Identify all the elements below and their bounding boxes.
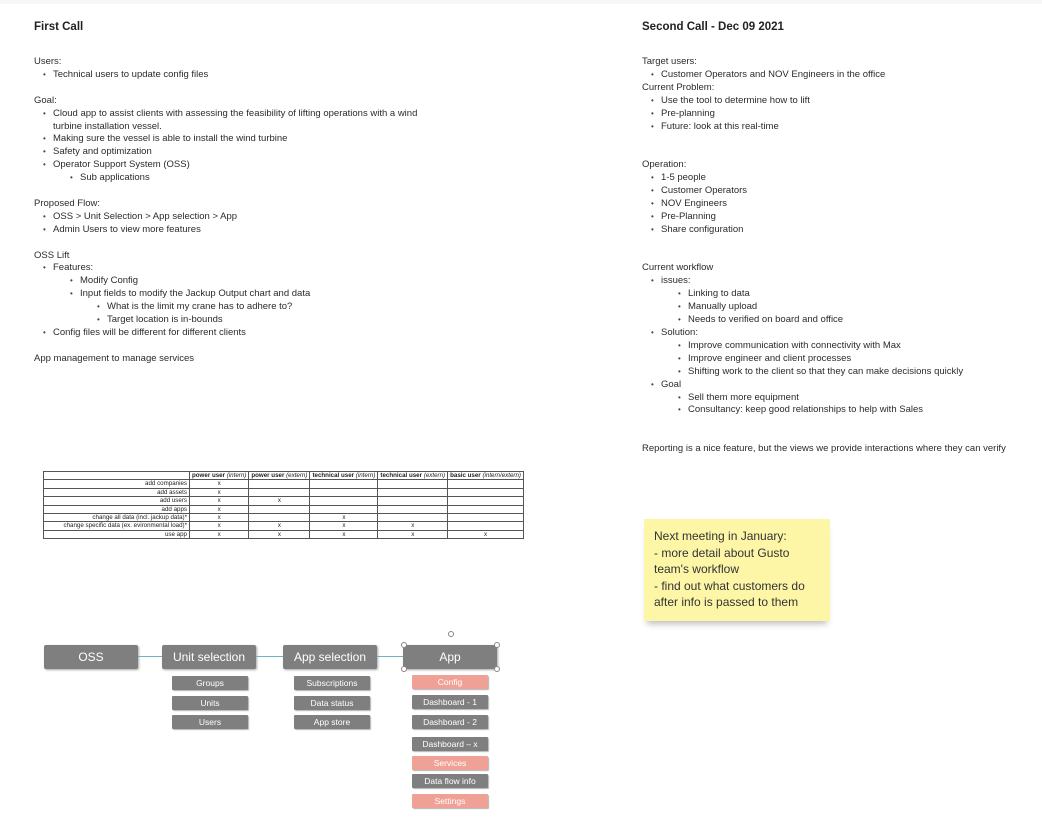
app-child-box-highlighted[interactable]: Config xyxy=(412,675,488,689)
table-cell xyxy=(378,497,448,505)
selection-handle[interactable] xyxy=(401,642,407,648)
unit-child-box[interactable]: Groups xyxy=(172,676,248,690)
table-row xyxy=(44,497,524,505)
issue-item: • Manually upload xyxy=(642,301,1032,314)
operation-heading: Operation: xyxy=(642,159,687,171)
flow-arrow xyxy=(138,656,162,657)
top-bar xyxy=(0,0,1042,4)
app-selection-child-box[interactable]: App store xyxy=(294,715,370,729)
second-call-title: Second Call - Dec 09 2021 xyxy=(642,21,784,33)
sticky-note-line: team's workflow xyxy=(654,562,739,576)
table-cell xyxy=(378,488,448,496)
goal-item: • Safety and optimization xyxy=(34,146,454,159)
users-item: • Technical users to update config files xyxy=(34,69,454,82)
app-box[interactable]: App xyxy=(403,645,497,669)
table-row xyxy=(44,488,524,496)
sticky-note-line: Next meeting in January: xyxy=(654,529,787,543)
problem-item: • Future: look at this real-time xyxy=(642,121,1032,134)
table-header-row xyxy=(44,472,524,480)
table-cell: x xyxy=(310,514,378,522)
lift-feature-item: • Input fields to modify the Jackup Output chart and data xyxy=(34,288,454,301)
target-users-heading: Target users: xyxy=(642,56,697,67)
table-cell: x xyxy=(249,497,310,505)
operation-item: • Share configuration xyxy=(642,224,1032,237)
table-header: technical user (intern) xyxy=(310,472,378,480)
current-workflow-heading: Current workflow xyxy=(642,262,714,274)
sticky-note-line: - find out what customers do xyxy=(654,578,805,593)
goal-item-continued: turbine installation vessel. xyxy=(53,120,162,132)
problem-item: • Use the tool to determine how to lift xyxy=(642,95,1032,108)
table-cell: x xyxy=(190,480,249,488)
goal-heading: Goal: xyxy=(34,94,57,106)
table-cell xyxy=(448,497,524,505)
lift-feature-sub-item: • Target location is in-bounds xyxy=(34,314,454,327)
table-cell xyxy=(448,505,524,513)
oss-box[interactable]: OSS xyxy=(44,645,138,669)
unit-child-box[interactable]: Units xyxy=(172,696,248,710)
first-call-title: First Call xyxy=(34,21,84,33)
lift-feature-item: • Modify Config xyxy=(34,275,454,288)
table-row xyxy=(44,514,524,522)
issue-item: • Linking to data xyxy=(642,288,1032,301)
lift-item: • Config files will be different for different clients xyxy=(34,327,454,340)
row-label: add companies xyxy=(44,480,190,488)
table-row xyxy=(44,530,524,538)
table-cell xyxy=(378,480,448,488)
unit-child-box[interactable]: Users xyxy=(172,715,248,729)
selection-handle[interactable] xyxy=(401,666,407,672)
table-cell xyxy=(378,505,448,513)
table-row xyxy=(44,522,524,530)
table-header: power user (extern) xyxy=(249,472,310,480)
issues-label: • issues: xyxy=(642,275,1032,288)
goal-item: • Cloud app to assist clients with assessing the feasibility of lifting operations with a wind xyxy=(34,108,454,121)
app-child-box[interactable]: Dashboard - 1 xyxy=(412,695,488,709)
row-label: add apps xyxy=(44,505,190,513)
flow-heading: Proposed Flow: xyxy=(34,197,101,209)
table-header: technical user (extern) xyxy=(378,472,448,480)
table-cell xyxy=(249,480,310,488)
table-cell: x xyxy=(310,522,378,530)
flow-item: • OSS > Unit Selection > App selection > App xyxy=(34,211,454,224)
workflow-goal-label: • Goal xyxy=(642,379,1032,392)
app-child-box-highlighted[interactable]: Services xyxy=(412,756,488,770)
flow-arrow xyxy=(377,656,403,657)
lift-feature-sub-item: • What is the limit my crane has to adhere to? xyxy=(34,301,454,314)
table-cell xyxy=(249,505,310,513)
table-corner-cell xyxy=(44,472,190,480)
table-cell: x xyxy=(310,530,378,538)
table-cell: x xyxy=(378,522,448,530)
table-cell: x xyxy=(190,530,249,538)
table-cell: x xyxy=(448,530,524,538)
table-cell xyxy=(448,522,524,530)
rotate-handle[interactable] xyxy=(448,631,454,637)
selection-handle[interactable] xyxy=(494,642,500,648)
solution-item: • Improve communication with connectivity with Max xyxy=(642,340,1032,353)
app-child-box[interactable]: Dashboard – x xyxy=(412,737,488,751)
app-management-note: App management to manage services xyxy=(34,352,195,364)
table-cell xyxy=(378,514,448,522)
solution-item: • Improve engineer and client processes xyxy=(642,353,1032,366)
first-call-notes xyxy=(34,20,454,366)
users-heading: Users: xyxy=(34,56,62,67)
table-cell xyxy=(448,514,524,522)
problem-item: • Pre-planning xyxy=(642,108,1032,121)
table-cell xyxy=(310,480,378,488)
goal-item: • Operator Support System (OSS) xyxy=(34,159,454,172)
issue-item: • Needs to verified on board and office xyxy=(642,314,1032,327)
table-header: basic user (intern/extern) xyxy=(448,472,524,480)
operation-item: • Pre-Planning xyxy=(642,211,1032,224)
table-cell: x xyxy=(190,522,249,530)
sticky-note[interactable] xyxy=(644,519,830,621)
second-call-notes xyxy=(642,20,1032,456)
table-cell: x xyxy=(249,530,310,538)
operation-item: • Customer Operators xyxy=(642,185,1032,198)
operation-item: • NOV Engineers xyxy=(642,198,1032,211)
lift-heading: OSS Lift xyxy=(34,249,70,261)
table-cell: x xyxy=(249,522,310,530)
table-row xyxy=(44,480,524,488)
table-cell: x xyxy=(190,488,249,496)
row-label: use app xyxy=(44,530,190,538)
workflow-goal-item: • Consultancy: keep good relationships to help with Sales xyxy=(642,404,1032,417)
sticky-note-line: - more detail about Gusto xyxy=(654,545,790,560)
unit-selection-box[interactable]: Unit selection xyxy=(162,645,256,669)
current-problem-heading: Current Problem: xyxy=(642,81,715,93)
table-cell xyxy=(310,488,378,496)
operation-item: • 1-5 people xyxy=(642,172,1032,185)
app-child-box-highlighted[interactable]: Settings xyxy=(412,794,488,808)
solution-item: • Shifting work to the client so that they can make decisions quickly xyxy=(642,366,1032,379)
table-cell: x xyxy=(378,530,448,538)
sticky-note-line: after info is passed to them xyxy=(654,595,799,609)
row-label: change specific data (ex. evironmental load)* xyxy=(44,522,190,530)
row-label: change all data (incl. jackup data)* xyxy=(44,514,190,522)
table-header: power user (intern) xyxy=(190,472,249,480)
goal-sub-item: • Sub applications xyxy=(34,172,454,185)
workflow-goal-item: • Sell them more equipment xyxy=(642,392,1032,405)
row-label: add assets xyxy=(44,488,190,496)
flow-item: • Admin Users to view more features xyxy=(34,224,454,237)
table-cell xyxy=(249,514,310,522)
app-selection-box[interactable]: App selection xyxy=(283,645,377,669)
goal-item: • Making sure the vessel is able to install the wind turbine xyxy=(34,133,454,146)
app-child-box[interactable]: Data flow info xyxy=(412,774,488,788)
table-cell xyxy=(310,505,378,513)
solution-label: • Solution: xyxy=(642,327,1032,340)
app-selection-child-box[interactable]: Data status xyxy=(294,696,370,710)
table-row xyxy=(44,505,524,513)
target-users-item: • Customer Operators and NOV Engineers in the office xyxy=(642,69,1032,82)
row-label: add users xyxy=(44,497,190,505)
app-child-box[interactable]: Dashboard - 2 xyxy=(412,715,488,729)
reporting-note: Reporting is a nice feature, but the views we provide interactions where they can verify xyxy=(642,443,1006,455)
table-cell: x xyxy=(190,514,249,522)
table-cell xyxy=(448,480,524,488)
permissions-table xyxy=(43,471,524,539)
table-cell xyxy=(448,488,524,496)
flow-arrow xyxy=(256,656,283,657)
app-selection-child-box[interactable]: Subscriptions xyxy=(294,676,370,690)
lift-features: • Features: xyxy=(34,262,454,275)
table-cell xyxy=(249,488,310,496)
selection-handle[interactable] xyxy=(494,666,500,672)
table-cell: x xyxy=(190,497,249,505)
table-cell: x xyxy=(190,505,249,513)
table-cell xyxy=(310,497,378,505)
